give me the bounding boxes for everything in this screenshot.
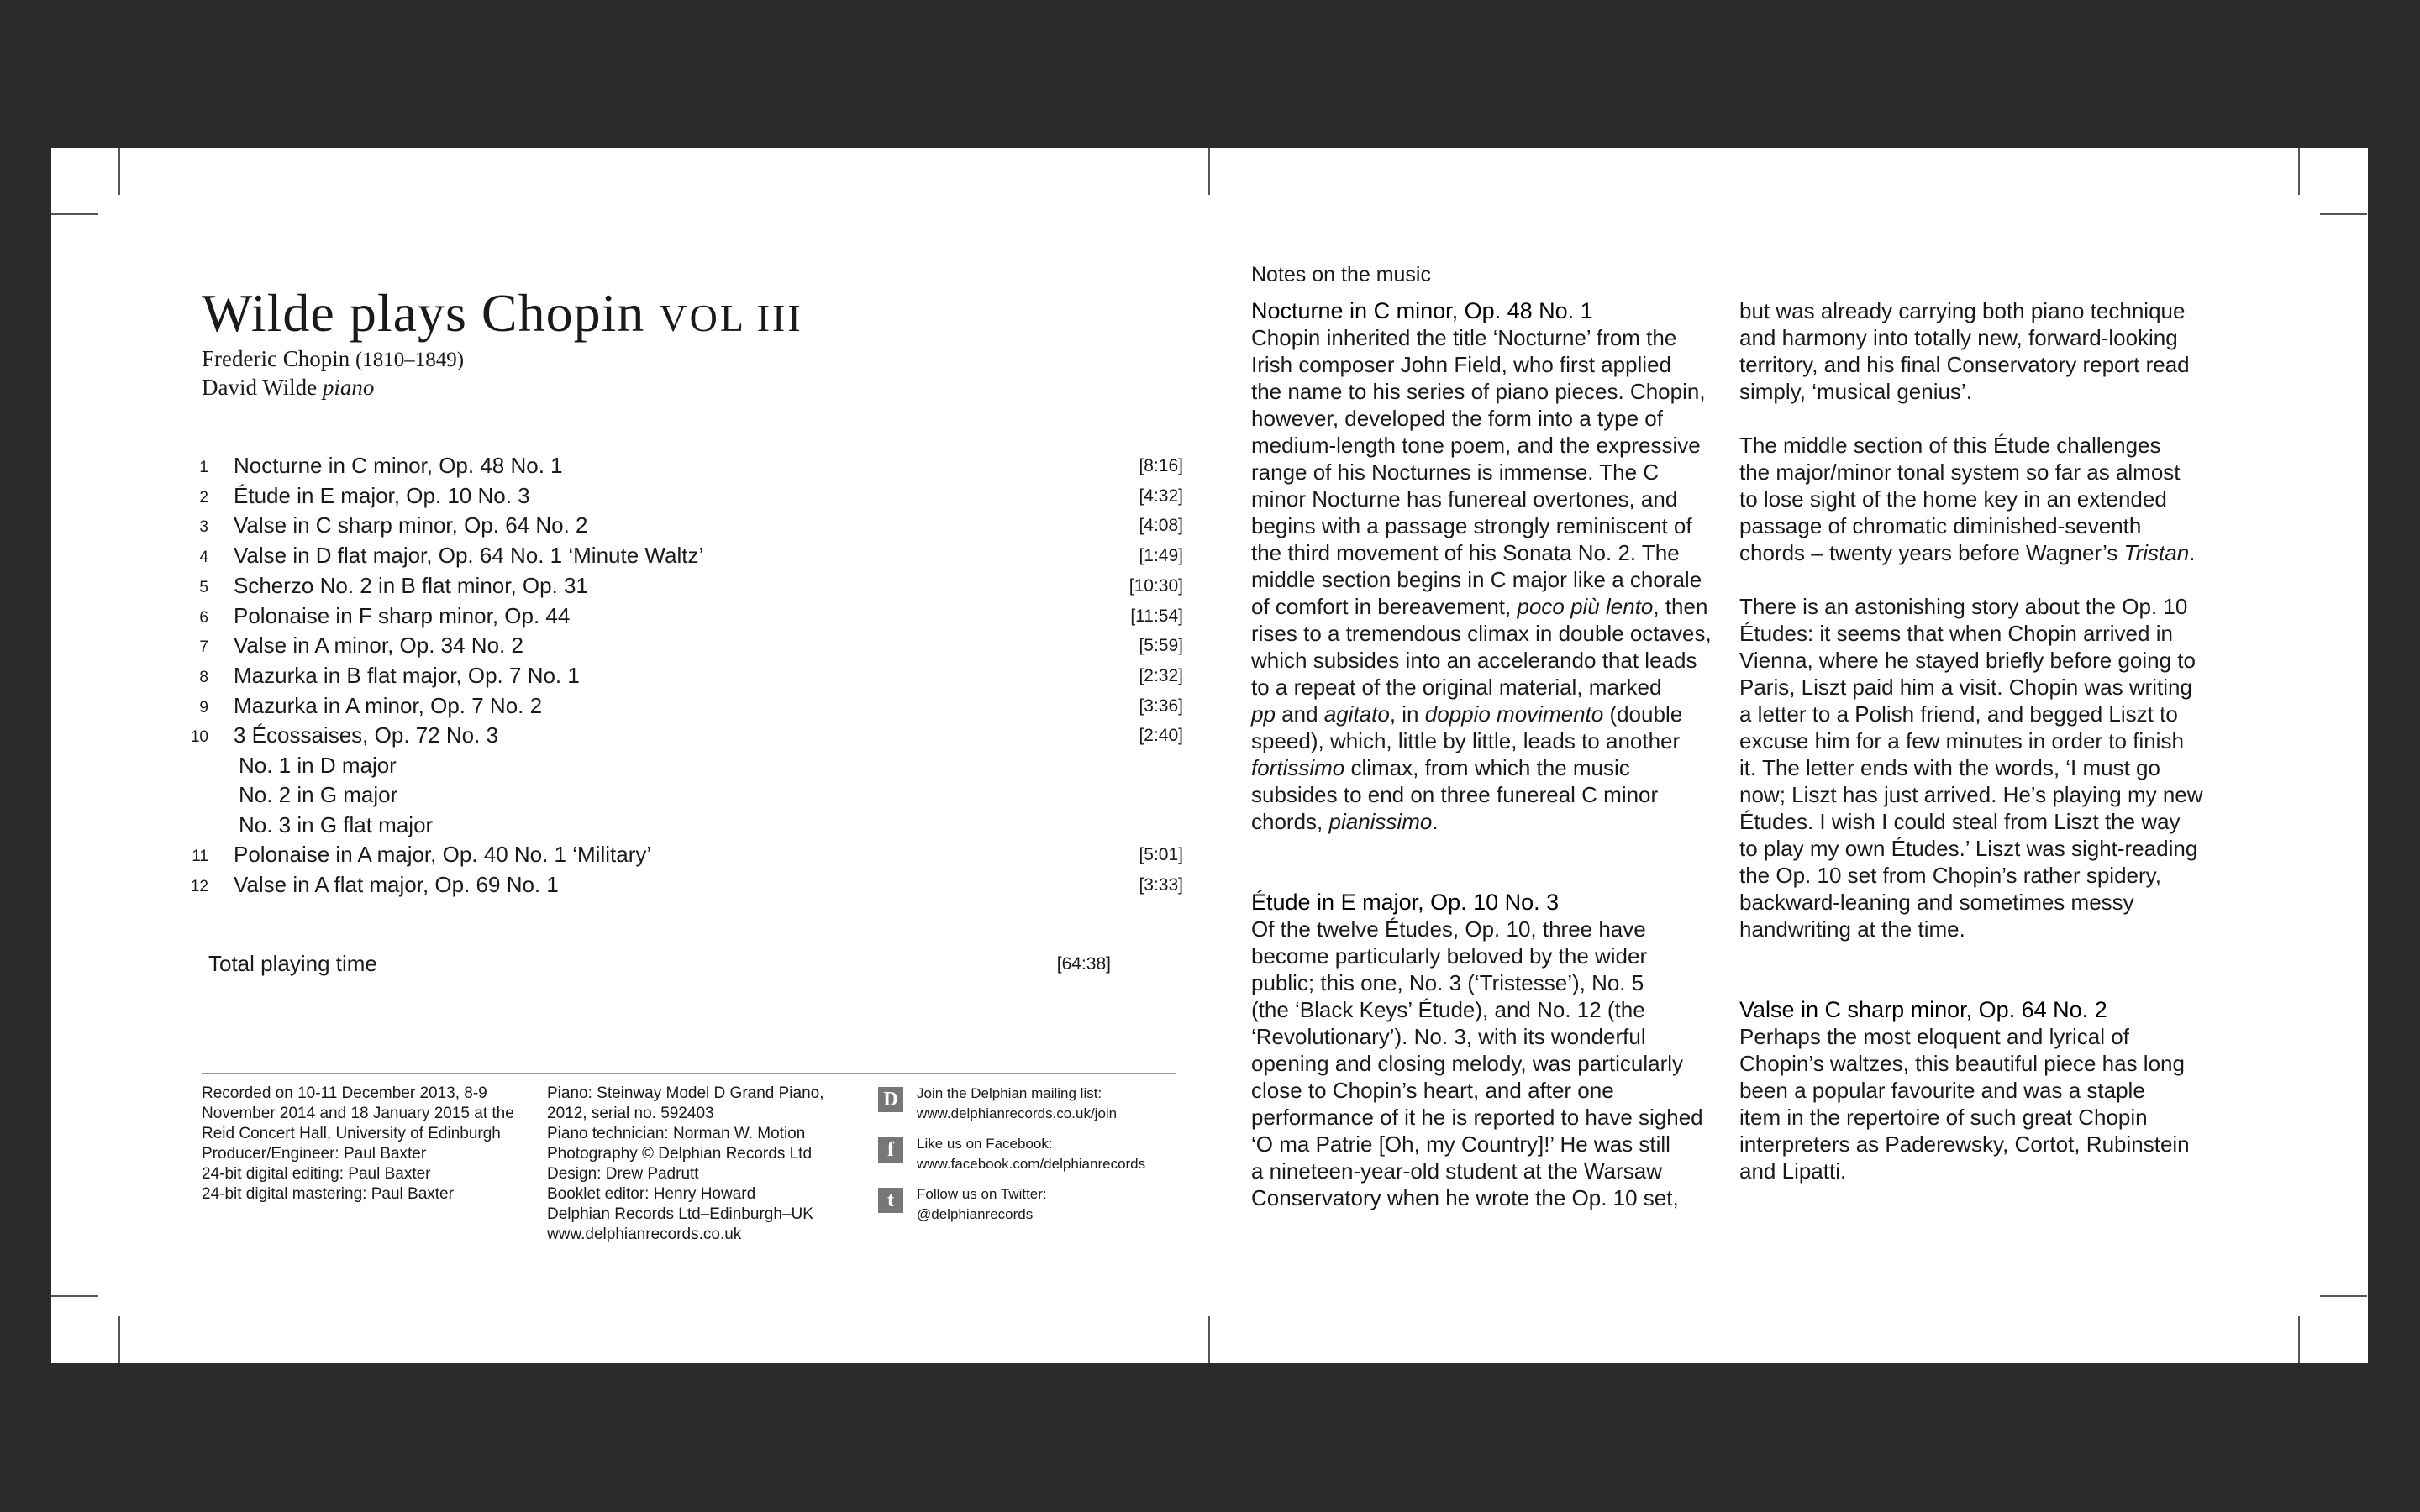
- notes-line: begins with a passage strongly reminiscent of: [1251, 513, 1692, 538]
- notes-heading: Notes on the music: [1251, 263, 1431, 286]
- crop-mark: [2298, 1316, 2300, 1363]
- track-number: 5: [199, 579, 208, 596]
- track-row: [175, 543, 1200, 571]
- notes-line: which subsides into an accelerando that leads: [1251, 648, 1697, 673]
- notes-line: item in the repertoire of such great Chopin: [1739, 1105, 2148, 1130]
- notes-line: Chopin inherited the title ‘Nocturne’ from the: [1251, 325, 1677, 350]
- track-title: Polonaise in A major, Op. 40 No. 1 ‘Military’: [234, 842, 652, 867]
- track-number: 1: [199, 459, 208, 476]
- notes-line: pp and agitato, in doppio movimento (double: [1251, 701, 1683, 727]
- notes-section-heading: Étude in E major, Op. 10 No. 3: [1251, 890, 1560, 915]
- track-duration: [1:49]: [1139, 546, 1183, 565]
- ecossaise-item: No. 3 in G flat major: [239, 812, 434, 837]
- notes-line: speed), which, little by little, leads to another: [1251, 728, 1681, 753]
- facebook-icon: f: [878, 1137, 903, 1163]
- notes-line: simply, ‘musical genius’.: [1739, 379, 1972, 404]
- track-number: 8: [199, 669, 208, 686]
- album-title-text: Wilde plays Chopin: [202, 283, 645, 343]
- track-row: [175, 722, 1200, 751]
- divider: [202, 1073, 1176, 1074]
- notes-line: chords – twenty years before Wagner’s Tristan.: [1739, 540, 2196, 565]
- notes-line: Perhaps the most eloquent and lyrical of: [1739, 1024, 2129, 1049]
- track-number: 9: [199, 699, 208, 717]
- track-title: 3 Écossaises, Op. 72 No. 3: [234, 722, 499, 748]
- track-duration: [5:01]: [1139, 845, 1183, 864]
- track-title: Valse in C sharp minor, Op. 64 No. 2: [234, 512, 588, 538]
- credit-line: Delphian Records Ltd–Edinburgh–UK: [547, 1205, 813, 1223]
- track-duration: [3:36]: [1139, 696, 1183, 716]
- track-title: Mazurka in B flat major, Op. 7 No. 1: [234, 663, 580, 688]
- credit-line: Piano: Steinway Model D Grand Piano,: [547, 1084, 824, 1102]
- track-number: 2: [199, 489, 208, 507]
- notes-line: [1739, 405, 2203, 432]
- notes-line: Vienna, where he stayed briefly before going to: [1739, 648, 2196, 673]
- credit-line: Producer/Engineer: Paul Baxter: [202, 1145, 427, 1163]
- crop-mark: [2320, 1295, 2367, 1297]
- composer-line: [202, 346, 464, 372]
- notes-line: and harmony into totally new, forward-looking: [1739, 325, 2178, 350]
- notes-line: opening and closing melody, was particularly: [1251, 1051, 1684, 1076]
- track-row: [175, 483, 1200, 512]
- notes-line: ‘O ma Patrie [Oh, my Country]!’ He was still: [1251, 1131, 1670, 1157]
- notes-line: backward-leaning and sometimes messy: [1739, 890, 2134, 915]
- ecossaise-item: No. 2 in G major: [239, 782, 398, 807]
- social-link[interactable]: www.delphianrecords.co.uk/join: [917, 1105, 1118, 1121]
- track-number: 7: [199, 638, 208, 656]
- notes-line: to a repeat of the original material, marked: [1251, 675, 1662, 700]
- notes-section-heading: Nocturne in C minor, Op. 48 No. 1: [1251, 298, 1593, 323]
- notes-line: [1739, 566, 2203, 593]
- notes-line: [1251, 862, 1712, 889]
- credit-line: 24-bit digital mastering: Paul Baxter: [202, 1185, 454, 1203]
- track-title: Mazurka in A minor, Op. 7 No. 2: [234, 693, 543, 718]
- track-duration: [10:30]: [1128, 576, 1183, 596]
- notes-line: medium-length tone poem, and the expressive: [1251, 433, 1701, 458]
- track-duration: [11:54]: [1130, 606, 1183, 626]
- notes-section-heading: Valse in C sharp minor, Op. 64 No. 2: [1739, 997, 2107, 1022]
- album-title: [202, 282, 803, 344]
- notes-line: the Op. 10 set from Chopin’s rather spidery,: [1739, 863, 2161, 888]
- track-row: [175, 573, 1200, 601]
- track-row: [175, 512, 1200, 541]
- track-number: 11: [192, 848, 208, 865]
- notes-line: excuse him for a few minutes in order to finish: [1739, 728, 2184, 753]
- credit-line: 2012, serial no. 592403: [547, 1105, 714, 1122]
- notes-line: The middle section of this Étude challenges: [1739, 433, 2161, 458]
- credit-line: 24-bit digital editing: Paul Baxter: [202, 1165, 431, 1183]
- notes-line: Chopin’s waltzes, this beautiful piece has long: [1739, 1051, 2185, 1076]
- track-title: Nocturne in C minor, Op. 48 No. 1: [234, 453, 563, 478]
- total-label: Total playing time: [208, 951, 377, 976]
- notes-line: been a popular favourite and was a staple: [1739, 1078, 2145, 1103]
- social-text: [917, 1134, 1145, 1174]
- social-link[interactable]: www.facebook.com/delphianrecords: [917, 1156, 1146, 1172]
- total-time: [64:38]: [1056, 954, 1111, 974]
- notes-line: Études. I wish I could steal from Liszt the way: [1739, 809, 2181, 834]
- notes-line: the name to his series of piano pieces. Chopin,: [1251, 379, 1706, 404]
- track-duration: [5:59]: [1139, 636, 1183, 655]
- credit-line: Recorded on 10-11 December 2013, 8-9: [202, 1084, 487, 1102]
- credit-line: November 2014 and 18 January 2015 at the: [202, 1105, 514, 1122]
- notes-line: to lose sight of the home key in an extended: [1739, 486, 2167, 512]
- social-link[interactable]: @delphianrecords: [917, 1206, 1034, 1222]
- delphian-logo-icon: D: [878, 1087, 903, 1112]
- track-title: Scherzo No. 2 in B flat minor, Op. 31: [234, 573, 588, 598]
- notes-line: become particularly beloved by the wider: [1251, 943, 1648, 969]
- notes-line: Études: it seems that when Chopin arrived in: [1739, 621, 2173, 646]
- track-title: Valse in A flat major, Op. 69 No. 1: [234, 872, 559, 897]
- notes-line: public; this one, No. 3 (‘Tristesse’), No. 5: [1251, 970, 1644, 995]
- notes-line: territory, and his final Conservatory report read: [1739, 352, 2190, 377]
- track-row: [175, 603, 1200, 632]
- notes-line: close to Chopin’s heart, and after one: [1251, 1078, 1614, 1103]
- track-row: [175, 663, 1200, 691]
- notes-line: passage of chromatic diminished-seventh: [1739, 513, 2142, 538]
- track-number: 6: [199, 609, 208, 627]
- composer-dates: (1810–1849): [355, 349, 465, 371]
- notes-line: a nineteen-year-old student at the Warsaw: [1251, 1158, 1662, 1184]
- track-number: 4: [199, 549, 208, 566]
- track-title: Valse in D flat major, Op. 64 No. 1 ‘Minute Waltz’: [234, 543, 704, 568]
- track-number: 10: [190, 728, 208, 746]
- booklet-spread: [51, 148, 2368, 1363]
- track-duration: [4:08]: [1139, 516, 1183, 535]
- social-text: [917, 1084, 1117, 1124]
- album-volume: VOL III: [659, 297, 803, 339]
- twitter-icon: t: [878, 1188, 903, 1213]
- crop-mark: [51, 1295, 98, 1297]
- track-title: Valse in A minor, Op. 34 No. 2: [234, 633, 523, 658]
- notes-line: but was already carrying both piano technique: [1739, 298, 2186, 323]
- track-number: 3: [199, 518, 208, 536]
- track-row: [175, 872, 1200, 900]
- track-duration: [3:33]: [1139, 875, 1183, 895]
- credit-line: Design: Drew Padrutt: [547, 1165, 699, 1183]
- credit-line: Piano technician: Norman W. Motion: [547, 1125, 806, 1142]
- notes-line: it. The letter ends with the words, ‘I must go: [1739, 755, 2160, 780]
- crop-mark: [1208, 1316, 1210, 1363]
- notes-line: [1739, 969, 2203, 996]
- notes-line: Irish composer John Field, who first applied: [1251, 352, 1672, 377]
- notes-line: Conservatory when he wrote the Op. 10 set,: [1251, 1185, 1679, 1210]
- track-row: [175, 453, 1200, 481]
- notes-line: a letter to a Polish friend, and begged Liszt to: [1739, 701, 2178, 727]
- notes-line: ‘Revolutionary’). No. 3, with its wonderful: [1251, 1024, 1646, 1049]
- recording-credits: [202, 1084, 514, 1205]
- notes-line: subsides to end on three funereal C minor: [1251, 782, 1659, 807]
- notes-line: performance of it he is reported to have sighed: [1251, 1105, 1703, 1130]
- notes-column-1: [1251, 297, 1712, 1211]
- notes-line: middle section begins in C major like a chorale: [1251, 567, 1702, 592]
- notes-line: interpreters as Paderewsky, Cortot, Rubinstein: [1739, 1131, 2190, 1157]
- social-label: Join the Delphian mailing list:: [917, 1085, 1102, 1101]
- crop-mark: [118, 1316, 120, 1363]
- notes-line: chords, pianissimo.: [1251, 809, 1439, 834]
- production-credits: [547, 1084, 824, 1245]
- notes-line: however, developed the form into a type of: [1251, 406, 1663, 431]
- track-duration: [8:16]: [1139, 456, 1183, 475]
- notes-line: and Lipatti.: [1739, 1158, 1847, 1184]
- notes-line: now; Liszt has just arrived. He’s playing my new: [1739, 782, 2203, 807]
- credit-line: Reid Concert Hall, University of Edinburgh: [202, 1125, 501, 1142]
- crop-mark: [51, 213, 98, 215]
- track-row: [175, 633, 1200, 661]
- composer-name: Frederic Chopin: [202, 346, 350, 371]
- track-title: Polonaise in F sharp minor, Op. 44: [234, 603, 571, 628]
- notes-line: range of his Nocturnes is immense. The C: [1251, 459, 1660, 485]
- crop-mark: [1208, 148, 1210, 195]
- notes-line: the major/minor tonal system so far as almost: [1739, 459, 2181, 485]
- notes-line: of comfort in bereavement, poco più lento, then: [1251, 594, 1708, 619]
- notes-line: There is an astonishing story about the Op. 10: [1739, 594, 2188, 619]
- track-number: 12: [190, 878, 208, 895]
- track-row: [175, 693, 1200, 722]
- credit-line: Photography © Delphian Records Ltd: [547, 1145, 813, 1163]
- credit-line: www.delphianrecords.co.uk: [547, 1226, 742, 1243]
- notes-line: Paris, Liszt paid him a visit. Chopin was writing: [1739, 675, 2192, 700]
- notes-line: [1251, 835, 1712, 862]
- crop-mark: [2320, 213, 2367, 215]
- ecossaise-item: No. 1 in D major: [239, 753, 397, 778]
- performer-instrument: piano: [322, 375, 375, 400]
- credit-line: Booklet editor: Henry Howard: [547, 1185, 756, 1203]
- notes-line: rises to a tremendous climax in double octaves,: [1251, 621, 1712, 646]
- track-row: [175, 842, 1200, 870]
- social-label: Like us on Facebook:: [917, 1136, 1053, 1152]
- social-text: [917, 1184, 1047, 1225]
- notes-line: fortissimo climax, from which the music: [1251, 755, 1630, 780]
- track-duration: [2:32]: [1139, 666, 1183, 685]
- track-title: Étude in E major, Op. 10 No. 3: [234, 483, 530, 508]
- performer-name: David Wilde: [202, 375, 318, 400]
- track-duration: [2:40]: [1139, 726, 1183, 745]
- notes-line: to play my own Études.’ Liszt was sight-reading: [1739, 836, 2198, 861]
- notes-line: handwriting at the time.: [1739, 916, 1965, 942]
- notes-line: Of the twelve Études, Op. 10, three have: [1251, 916, 1646, 942]
- notes-column-2: [1739, 297, 2203, 1184]
- notes-line: minor Nocturne has funereal overtones, and: [1251, 486, 1678, 512]
- notes-line: (the ‘Black Keys’ Étude), and No. 12 (the: [1251, 997, 1645, 1022]
- track-duration: [4:32]: [1139, 486, 1183, 506]
- performer-line: [202, 375, 374, 401]
- crop-mark: [2298, 148, 2300, 195]
- social-label: Follow us on Twitter:: [917, 1186, 1047, 1202]
- notes-line: the third movement of his Sonata No. 2. The: [1251, 540, 1680, 565]
- notes-line: [1739, 942, 2203, 969]
- crop-mark: [118, 148, 120, 195]
